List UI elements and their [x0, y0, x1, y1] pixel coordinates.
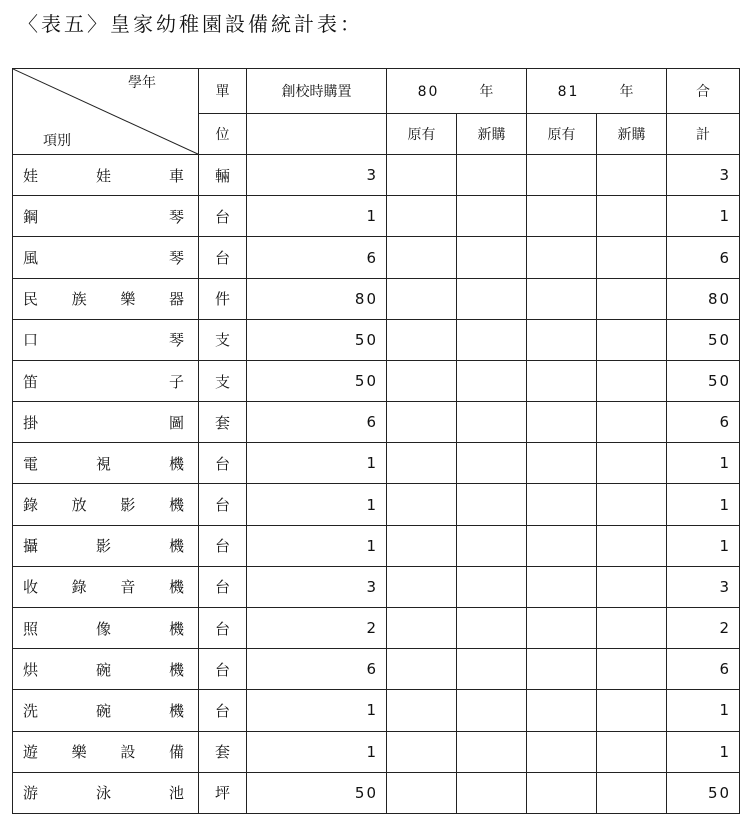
item-name: 遊樂設備	[13, 731, 199, 772]
year-80-new-cell	[457, 443, 527, 484]
item-name: 洗碗機	[13, 690, 199, 731]
year-81-new-cell	[597, 649, 667, 690]
item-name: 掛圖	[13, 402, 199, 443]
total-header-bottom: 計	[667, 113, 740, 154]
table-row	[13, 402, 740, 443]
table-body	[13, 155, 740, 814]
total-quantity: 1	[667, 196, 740, 237]
year-80-new-cell	[457, 566, 527, 607]
year-81-existing-cell	[527, 484, 597, 525]
total-quantity: 3	[667, 566, 740, 607]
year-80-existing-cell	[387, 731, 457, 772]
table-row	[13, 443, 740, 484]
total-quantity: 6	[667, 237, 740, 278]
diagonal-line	[13, 69, 198, 154]
year-81-existing-cell	[527, 772, 597, 813]
unit-cell: 台	[199, 237, 247, 278]
year-80-number: 80	[417, 83, 440, 100]
item-name: 攝影機	[13, 525, 199, 566]
table-row	[13, 649, 740, 690]
item-name: 笛子	[13, 360, 199, 401]
year-80-new-cell	[457, 525, 527, 566]
table-row	[13, 525, 740, 566]
year-81-new-cell	[597, 402, 667, 443]
year-80-new-cell	[457, 360, 527, 401]
year-81-existing-cell	[527, 649, 597, 690]
item-name: 民族樂器	[13, 278, 199, 319]
total-quantity: 80	[667, 278, 740, 319]
founding-quantity: 6	[247, 237, 387, 278]
year-81-existing-cell	[527, 566, 597, 607]
year-80-existing-cell	[387, 607, 457, 648]
founding-quantity: 6	[247, 649, 387, 690]
table-row	[13, 731, 740, 772]
total-quantity: 1	[667, 690, 740, 731]
table-row	[13, 566, 740, 607]
unit-cell: 台	[199, 525, 247, 566]
unit-header-top: 單	[199, 69, 247, 114]
table-row	[13, 237, 740, 278]
year-81-new-cell	[597, 690, 667, 731]
founding-quantity: 3	[247, 155, 387, 196]
year-80-new-cell	[457, 196, 527, 237]
founding-quantity: 50	[247, 319, 387, 360]
year-81-number: 81	[557, 83, 580, 100]
founding-quantity: 2	[247, 607, 387, 648]
total-header-top: 合	[667, 69, 740, 114]
item-name: 鋼琴	[13, 196, 199, 237]
year-80-new-cell	[457, 402, 527, 443]
year-80-new-cell	[457, 690, 527, 731]
item-name: 收錄音機	[13, 566, 199, 607]
header-diagonal-cell	[13, 69, 199, 155]
year-81-new-cell	[597, 566, 667, 607]
unit-cell: 台	[199, 690, 247, 731]
table-row	[13, 690, 740, 731]
year-80-suffix: 年	[479, 83, 496, 100]
year-81-existing-cell	[527, 402, 597, 443]
year-81-new-cell	[597, 525, 667, 566]
year-80-new-cell	[457, 484, 527, 525]
year-80-existing-cell	[387, 360, 457, 401]
unit-cell: 件	[199, 278, 247, 319]
unit-cell: 台	[199, 607, 247, 648]
table-row	[13, 278, 740, 319]
total-quantity: 6	[667, 402, 740, 443]
item-name: 電視機	[13, 443, 199, 484]
total-quantity: 1	[667, 731, 740, 772]
year-81-new-cell	[597, 155, 667, 196]
founding-quantity: 1	[247, 525, 387, 566]
total-quantity: 1	[667, 484, 740, 525]
founding-quantity: 1	[247, 443, 387, 484]
item-name: 照像機	[13, 607, 199, 648]
year-81-new-cell	[597, 607, 667, 648]
table-row	[13, 319, 740, 360]
unit-cell: 支	[199, 360, 247, 401]
unit-cell: 台	[199, 443, 247, 484]
year-81-existing-cell	[527, 525, 597, 566]
page-title: 〈表五〉皇家幼稚園設備統計表：	[18, 12, 363, 36]
year-81-existing-cell	[527, 607, 597, 648]
year-81-new-cell	[597, 196, 667, 237]
founding-quantity: 6	[247, 402, 387, 443]
year-80-new-cell	[457, 772, 527, 813]
founding-quantity: 1	[247, 196, 387, 237]
year-80-existing-cell	[387, 443, 457, 484]
unit-cell: 輛	[199, 155, 247, 196]
unit-cell: 套	[199, 731, 247, 772]
founding-quantity: 1	[247, 690, 387, 731]
total-quantity: 6	[667, 649, 740, 690]
year-81-new-cell	[597, 731, 667, 772]
year-80-existing-cell	[387, 278, 457, 319]
total-quantity: 50	[667, 319, 740, 360]
year-80-new-cell	[457, 278, 527, 319]
year-81-new-cell	[597, 443, 667, 484]
total-quantity: 1	[667, 443, 740, 484]
year-81-new-cell	[597, 319, 667, 360]
total-quantity: 50	[667, 360, 740, 401]
year-80-new-cell	[457, 607, 527, 648]
unit-header-bottom: 位	[199, 113, 247, 154]
founding-quantity: 1	[247, 484, 387, 525]
total-quantity: 1	[667, 525, 740, 566]
year-81-existing-cell	[527, 319, 597, 360]
item-name: 烘碗機	[13, 649, 199, 690]
item-name: 錄放影機	[13, 484, 199, 525]
total-quantity: 50	[667, 772, 740, 813]
year-80-new-cell	[457, 237, 527, 278]
year-81-existing-cell	[527, 443, 597, 484]
unit-cell: 台	[199, 566, 247, 607]
total-quantity: 2	[667, 607, 740, 648]
year-81-new-cell	[597, 484, 667, 525]
year-81-new-header: 新購	[597, 113, 667, 154]
year-80-new-cell	[457, 155, 527, 196]
year-81-existing-cell	[527, 196, 597, 237]
year-80-existing-cell	[387, 772, 457, 813]
item-label: 項別	[43, 133, 71, 150]
year-80-existing-cell	[387, 155, 457, 196]
year-80-existing-cell	[387, 566, 457, 607]
year-81-new-cell	[597, 772, 667, 813]
year-81-existing-cell	[527, 731, 597, 772]
unit-cell: 台	[199, 649, 247, 690]
year-80-new-cell	[457, 649, 527, 690]
unit-cell: 台	[199, 196, 247, 237]
year-80-header	[387, 69, 527, 114]
year-81-new-cell	[597, 278, 667, 319]
table-row	[13, 484, 740, 525]
year-81-new-cell	[597, 360, 667, 401]
table-row	[13, 772, 740, 813]
year-80-existing-cell	[387, 402, 457, 443]
year-80-existing-cell	[387, 196, 457, 237]
item-name: 口琴	[13, 319, 199, 360]
founding-quantity: 50	[247, 772, 387, 813]
unit-cell: 台	[199, 484, 247, 525]
year-81-existing-cell	[527, 278, 597, 319]
year-80-existing-cell	[387, 690, 457, 731]
school-year-label: 學年	[128, 75, 156, 91]
founding-purchase-header: 創校時購置	[247, 69, 387, 114]
year-80-existing-cell	[387, 525, 457, 566]
year-80-existing-cell	[387, 649, 457, 690]
table-row	[13, 155, 740, 196]
unit-cell: 坪	[199, 772, 247, 813]
year-80-existing-cell	[387, 319, 457, 360]
year-81-existing-cell	[527, 690, 597, 731]
unit-cell: 支	[199, 319, 247, 360]
year-81-new-cell	[597, 237, 667, 278]
item-name: 娃娃車	[13, 155, 199, 196]
table-row	[13, 196, 740, 237]
year-81-existing-cell	[527, 237, 597, 278]
founding-quantity: 3	[247, 566, 387, 607]
year-80-new-cell	[457, 319, 527, 360]
year-81-existing-cell	[527, 360, 597, 401]
table-row	[13, 607, 740, 648]
year-80-new-header: 新購	[457, 113, 527, 154]
item-name: 游泳池	[13, 772, 199, 813]
founding-quantity: 50	[247, 360, 387, 401]
total-quantity: 3	[667, 155, 740, 196]
year-81-suffix: 年	[619, 83, 636, 100]
table-row	[13, 360, 740, 401]
year-81-existing-cell	[527, 155, 597, 196]
year-80-existing-cell	[387, 484, 457, 525]
year-80-existing-header: 原有	[387, 113, 457, 154]
founding-purchase-subcell	[247, 113, 387, 154]
founding-quantity: 80	[247, 278, 387, 319]
founding-quantity: 1	[247, 731, 387, 772]
equipment-statistics-table	[12, 68, 740, 814]
year-80-existing-cell	[387, 237, 457, 278]
unit-cell: 套	[199, 402, 247, 443]
item-name: 風琴	[13, 237, 199, 278]
year-81-header	[527, 69, 667, 114]
year-81-existing-header: 原有	[527, 113, 597, 154]
year-80-new-cell	[457, 731, 527, 772]
